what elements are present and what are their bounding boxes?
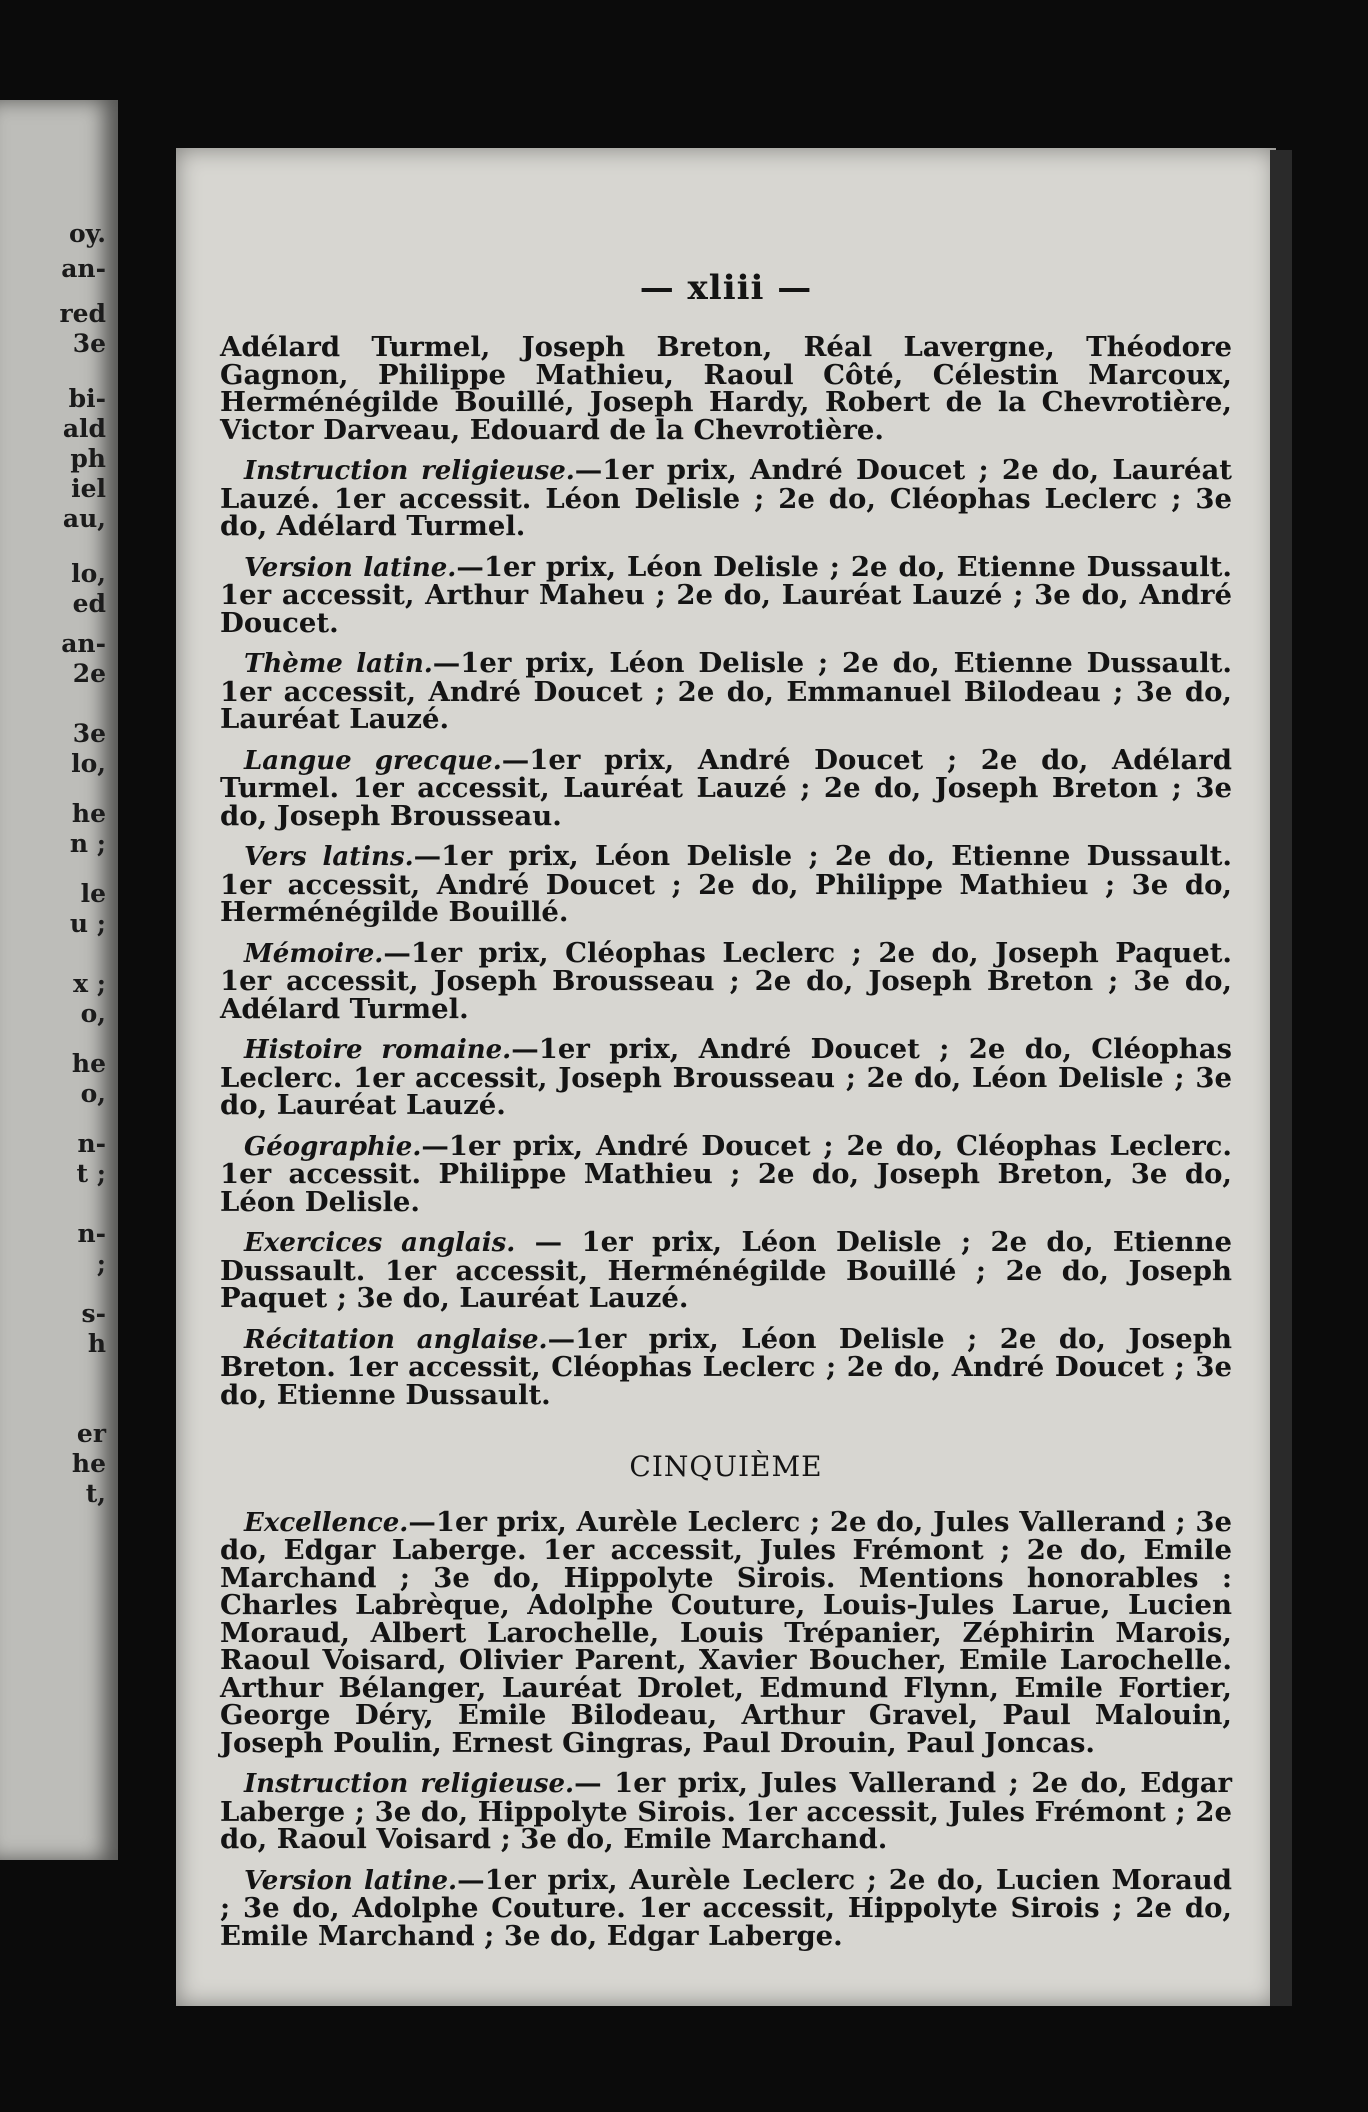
adjacent-page-fragment: er — [76, 1419, 106, 1448]
prize-paragraph — [220, 936, 1232, 1025]
page-edge-shadow — [1270, 150, 1292, 2006]
subject-heading: Géographie. — [244, 1131, 422, 1162]
prize-text: — 1er prix, Jules Vallerand ; 2e do, Edgar Laberge ; 3e do, Hippolyte Sirois. 1er accessit, Jules Frémont ; 2e do, Raoul Voisard ; 3e do, Emile Marchand. — [220, 1767, 1232, 1855]
prize-text: —1er prix, André Doucet ; 2e do, Cléophas Leclerc. 1er accessit. Philippe Mathieu ; 2e do, Joseph Breton, 3e do, Léon Delisle. — [220, 1129, 1232, 1218]
adjacent-page-fragment: ald — [62, 414, 106, 443]
adjacent-page-fragment: n- — [77, 1129, 106, 1158]
prize-text: —1er prix, Léon Delisle ; 2e do, Etienne Dussault. 1er accessit, Arthur Maheu ; 2e do, Lauréat Lauzé ; 3e do, André Doucet. — [220, 550, 1232, 639]
adjacent-page-fragment: oy. — [68, 219, 106, 248]
prize-text: Adélard Turmel, Joseph Breton, Réal Lavergne, Théodore Gagnon, Philippe Mathieu, Raoul Côté, Célestin Marcoux, Herménégilde Bouillé, Joseph Hardy, Robert de la Chevrotière, Victor Darveau, Edouard de la Chevrotière. — [220, 331, 1232, 446]
prize-paragraph — [220, 1505, 1232, 1759]
prize-text: —1er prix, Léon Delisle ; 2e do, Etienne Dussault. 1er accessit, André Doucet ; 2e do, Emmanuel Bilodeau ; 3e do, Lauréat Lauzé. — [220, 647, 1232, 735]
prize-paragraph — [220, 840, 1232, 928]
adjacent-page-fragment: lo, — [71, 559, 106, 588]
prize-paragraph — [220, 1226, 1232, 1314]
prize-text: —1er prix, André Doucet ; 2e do, Lauréat Lauzé. 1er accessit. Léon Delisle ; 2e do, Cléophas Leclerc ; 3e do, Adélard Turmel. — [220, 454, 1232, 542]
prize-paragraph — [220, 1767, 1232, 1855]
prize-text: —1er prix, Léon Delisle ; 2e do, Joseph Breton. 1er accessit, Cléophas Leclerc ; 2e do, André Doucet ; 3e do, Etienne Dussault. — [220, 1322, 1232, 1411]
subject-heading: Version latine. — [244, 1865, 458, 1896]
adjacent-page-fragment: u ; — [69, 909, 106, 938]
page-content — [220, 331, 1232, 1963]
prize-paragraph — [220, 550, 1232, 639]
adjacent-page-fragment: au, — [62, 504, 106, 533]
subject-heading: Langue grecque. — [244, 745, 502, 776]
prize-list-top — [220, 331, 1232, 1411]
subject-heading: Mémoire. — [244, 938, 384, 969]
prize-text: —1er prix, André Doucet ; 2e do, Cléophas Leclerc. 1er accessit, Joseph Brousseau ; 2e do, Léon Delisle ; 3e do, Lauréat Lauzé. — [220, 1033, 1232, 1121]
prize-text: —1er prix, André Doucet ; 2e do, Adélard Turmel. 1er accessit, Lauréat Lauzé ; 2e do, Joseph Breton ; 3e do, Joseph Brousseau. — [220, 743, 1232, 832]
subject-heading: Version latine. — [244, 552, 457, 583]
subject-heading: Instruction religieuse. — [244, 456, 575, 486]
prize-paragraph — [220, 454, 1232, 542]
subject-heading: Instruction religieuse. — [244, 1769, 575, 1799]
adjacent-page-fragment: an- — [61, 629, 106, 658]
adjacent-page-fragment: an- — [61, 254, 106, 283]
subject-heading: Excellence. — [244, 1507, 409, 1538]
adjacent-page-fragment: iel — [71, 474, 106, 503]
page-number: — xliii — — [639, 268, 813, 308]
adjacent-page-fragment: ed — [72, 589, 106, 618]
adjacent-page-edge — [0, 100, 118, 1860]
adjacent-page-fragment: x ; — [73, 969, 106, 998]
adjacent-page-fragment: 3e — [72, 329, 106, 358]
adjacent-page-fragment: ; — [96, 1249, 106, 1278]
prize-text: — 1er prix, Léon Delisle ; 2e do, Etienne Dussault. 1er accessit, Herménégilde Bouillé ; 2e do, Joseph Paquet ; 3e do, Lauréat Lauzé. — [220, 1226, 1232, 1314]
adjacent-page-fragment: s- — [81, 1299, 106, 1328]
prize-paragraph — [220, 1863, 1232, 1952]
subject-heading: Thème latin. — [244, 649, 433, 679]
subject-heading: Histoire romaine. — [244, 1035, 512, 1065]
adjacent-page-fragment: lo, — [71, 749, 106, 778]
prize-paragraph — [220, 1033, 1232, 1121]
adjacent-page-fragment: he — [71, 1449, 106, 1478]
prize-paragraph — [220, 1322, 1232, 1411]
adjacent-page-fragment: o, — [80, 1079, 106, 1108]
adjacent-page-fragment: 2e — [72, 659, 106, 688]
section-heading: CINQUIÈME — [629, 1450, 823, 1483]
subject-heading: Récitation anglaise. — [244, 1324, 548, 1355]
prize-text: —1er prix, Aurèle Leclerc ; 2e do, Jules Vallerand ; 3e do, Edgar Laberge. 1er accessit, Jules Frémont ; 2e do, Emile Marchand ; 3e do, Hippolyte Sirois. Mentions honorables : Charles Labrèque, Adolphe Couture, Louis-Jules Larue, Lucien Moraud, Albert Larochelle, Louis Trépanier, Zéphirin Marois, Raoul Voisard, Olivier Parent, Xavier Boucher, Emile Larochelle. Arthur Bélanger, Lauréat Drolet, Edmund Flynn, Emile Fortier, George Déry, Emile Bilodeau, Arthur Gravel, Paul Malouin, Joseph Poulin, Ernest Gingras, Paul Drouin, Paul Joncas. — [220, 1505, 1232, 1759]
adjacent-page-fragment: h — [87, 1329, 106, 1358]
book-page — [176, 148, 1276, 2006]
adjacent-page-fragment: ph — [70, 444, 106, 473]
prize-text: —1er prix, Cléophas Leclerc ; 2e do, Joseph Paquet. 1er accessit, Joseph Brousseau ; 2e do, Joseph Breton ; 3e do, Adélard Turmel. — [220, 936, 1232, 1025]
adjacent-page-fragment: n- — [77, 1219, 106, 1248]
adjacent-page-fragment: n ; — [69, 829, 106, 858]
prize-text: —1er prix, Aurèle Leclerc ; 2e do, Lucien Moraud ; 3e do, Adolphe Couture. 1er accessit, Hippolyte Sirois ; 2e do, Emile Marchand ; 3e do, Edgar Laberge. — [220, 1863, 1232, 1952]
adjacent-page-fragment: t, — [85, 1479, 106, 1508]
prize-paragraph — [220, 1129, 1232, 1218]
adjacent-page-fragment: t ; — [76, 1159, 106, 1188]
adjacent-page-fragment: 3e — [72, 719, 106, 748]
adjacent-page-fragment: he — [71, 799, 106, 828]
adjacent-page-fragment: o, — [80, 999, 106, 1028]
adjacent-page-fragment: he — [71, 1049, 106, 1078]
subject-heading: Exercices anglais. — [244, 1228, 516, 1258]
prize-paragraph — [220, 331, 1232, 446]
adjacent-page-fragment: bi- — [68, 384, 106, 413]
prize-list-bottom — [220, 1505, 1232, 1952]
adjacent-page-fragment: red — [59, 299, 106, 328]
prize-paragraph — [220, 647, 1232, 735]
prize-text: —1er prix, Léon Delisle ; 2e do, Etienne Dussault. 1er accessit, André Doucet ; 2e do, Philippe Mathieu ; 3e do, Herménégilde Bouillé. — [220, 840, 1232, 928]
prize-paragraph — [220, 743, 1232, 832]
adjacent-page-fragment: le — [80, 879, 106, 908]
subject-heading: Vers latins. — [244, 842, 414, 872]
